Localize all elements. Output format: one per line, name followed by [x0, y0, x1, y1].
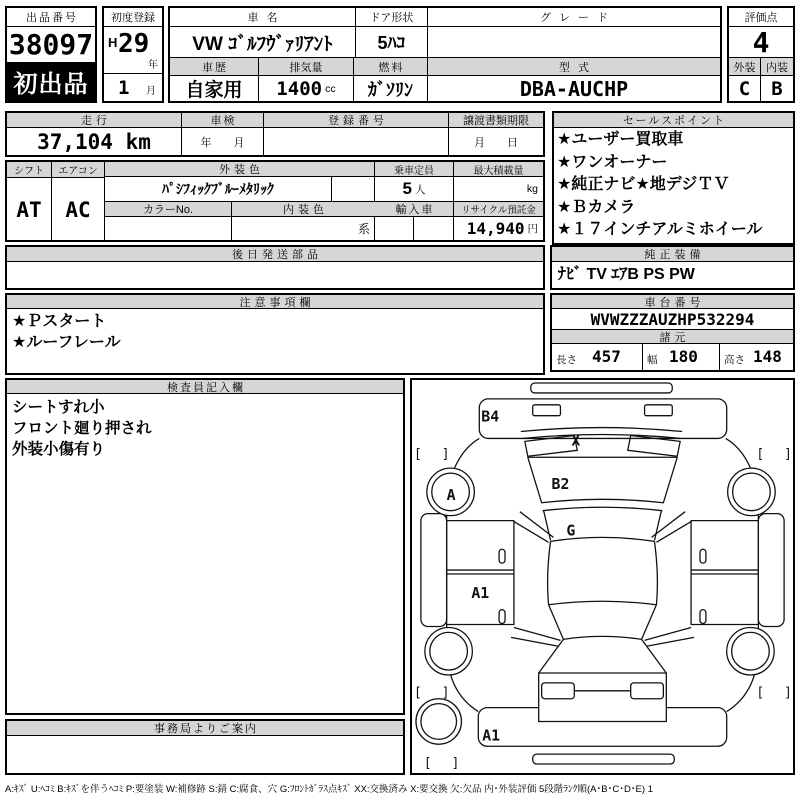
notes-label: 注意事項欄 — [7, 295, 543, 309]
sales-point-item: ★Ｂカメラ — [557, 198, 636, 216]
height-label: 高さ — [724, 354, 745, 366]
bracket-mark: [ — [756, 685, 765, 701]
sales-point-item: ★ワンオーナー — [557, 153, 668, 171]
transfer-docs-label: 譲渡書類期限 — [449, 113, 543, 128]
width-label: 幅 — [647, 354, 658, 366]
grade-value — [428, 27, 720, 58]
history-label: 車歴 — [170, 58, 259, 76]
exterior-color-sub — [332, 177, 375, 202]
bracket-mark: ] — [441, 685, 450, 701]
office-box — [5, 719, 405, 775]
left-front-fold-2 — [520, 512, 554, 538]
legend-text: A:ｷｽﾞ U:ﾍｺﾐ B:ｷｽﾞを伴うﾍｺﾐ P:要塗装 W:補修跡 S:錆 C:腐食、穴 G:ﾌﾛﾝﾄｶﾞﾗｽ点ｷｽﾞ XX:交換済み X:要交換 欠:欠品 内･外装評価 5段階ﾗﾝｸ順(A･B･C･D･E) 1 — [5, 784, 653, 795]
bracket-mark: ] — [451, 756, 460, 771]
a-pillar-left — [544, 511, 551, 541]
exterior-color-label: 外装色 — [105, 162, 374, 177]
auction-number: 38097 — [8, 28, 94, 61]
notes-box — [5, 293, 545, 375]
bracket-mark: ] — [784, 685, 792, 701]
right-doors — [691, 521, 758, 625]
inspector-item: フロント廻り押され — [12, 420, 152, 437]
roof-edge-right — [654, 541, 657, 604]
bracket-mark: [ — [413, 447, 422, 463]
right-front-fold-1 — [656, 522, 691, 543]
equipment-label: 純正装備 — [552, 247, 793, 262]
chassis-label: 車台番号 — [552, 295, 793, 309]
bracket-mark: [ — [756, 447, 765, 463]
recycle-value: 14,940 — [466, 219, 525, 238]
height-value: 148 — [753, 347, 782, 366]
damage-diagram-box — [410, 378, 795, 775]
shift-label: シフト — [7, 162, 51, 178]
aircon-label: エアコン — [52, 162, 104, 178]
bracket-mark: ] — [441, 447, 450, 463]
capacity-unit: 人 — [414, 183, 426, 196]
left-doors — [447, 521, 514, 625]
auction-number-label: 出品番号 — [7, 8, 95, 27]
color-no-value — [105, 217, 232, 240]
right-front-fold-2 — [651, 512, 685, 538]
reg-month-suffix: 月 — [146, 86, 156, 97]
front-bumper — [479, 399, 726, 439]
tailgate — [539, 673, 667, 721]
length-label: 長さ — [556, 354, 577, 366]
rear-window-bottom — [563, 636, 641, 639]
reg-month: 1 — [118, 77, 130, 99]
exterior-grade: C — [729, 76, 761, 101]
reg-year-suffix: 年 — [148, 60, 158, 71]
auction-number-box — [5, 6, 97, 103]
history-value: 自家用 — [170, 76, 259, 101]
displacement-unit: cc — [325, 82, 336, 95]
chassis-box — [550, 293, 795, 372]
sales-points-box — [552, 111, 795, 245]
car-name-block — [168, 6, 722, 103]
fuel-value: ｶﾞｿﾘﾝ — [354, 76, 428, 101]
displacement-value: 1400 — [276, 77, 323, 100]
length-value: 457 — [592, 347, 621, 366]
door-shape: 5ﾊｺ — [356, 27, 428, 58]
interior-color-label: 内装色 — [232, 202, 375, 217]
color-capacity-row — [5, 160, 545, 242]
recycle-label: リサイクル預託金 — [454, 202, 543, 217]
car-diagram — [412, 380, 793, 773]
sales-points-label: セールスポイント — [554, 113, 793, 128]
hood — [528, 457, 677, 503]
office-value — [7, 736, 403, 773]
car-name: VW ｺﾞﾙﾌｳﾞｧﾘｱﾝﾄ — [170, 27, 356, 58]
office-label: 事務局よりご案内 — [7, 721, 403, 736]
later-parts-box — [5, 245, 545, 290]
color-no-label: カラーNo. — [105, 202, 232, 217]
import-cell-b — [414, 217, 454, 240]
note-item: ★Ｐスタート — [12, 313, 107, 330]
later-parts-label: 後日発送部品 — [7, 247, 543, 262]
model-code: DBA-AUCHP — [519, 76, 629, 101]
fuel-label: 燃料 — [354, 58, 428, 76]
mileage-value: 37,104 km — [7, 128, 182, 155]
damage-label-windshield: G — [566, 522, 576, 540]
first-registration-label: 初度登録 — [104, 8, 162, 27]
bracket-mark: ] — [784, 447, 792, 463]
right-rear-fold-2 — [647, 637, 695, 646]
score-value: 4 — [729, 27, 793, 58]
right-rear-fold-1 — [645, 627, 692, 640]
damage-label-front-bumper: B4 — [481, 408, 500, 426]
bracket-mark: [ — [413, 685, 422, 701]
displacement-label: 排気量 — [259, 58, 354, 76]
first-registration-box — [102, 6, 164, 103]
damage-label-front-left-wheel: A — [446, 486, 456, 504]
shaken-label: 車検 — [182, 113, 264, 128]
damage-label-rear-bumper: A1 — [482, 727, 501, 745]
exterior-color-value: ﾊﾟｼﾌｨｯｸﾌﾞﾙｰﾒﾀﾘｯｸ — [105, 177, 332, 202]
front-arc-1 — [521, 428, 682, 432]
reg-year: 29 — [118, 29, 150, 59]
grade-label: グレード — [428, 8, 720, 27]
spec-label: 諸元 — [552, 330, 793, 344]
left-rocker — [421, 514, 447, 627]
inspector-box — [5, 378, 405, 715]
mileage-row — [5, 111, 545, 157]
left-front-fold-1 — [514, 522, 549, 543]
capacity-value: 5 — [402, 179, 412, 198]
reg-era: H — [108, 35, 118, 50]
rear-bumper-strip — [533, 754, 675, 764]
shift-value: AT — [16, 197, 42, 222]
right-rocker — [758, 514, 784, 627]
car-name-label: 車名 — [170, 8, 356, 27]
width-value: 180 — [669, 347, 698, 366]
front-right-wheel-inner — [733, 473, 771, 511]
registration-number-label: 登録番号 — [264, 113, 449, 128]
max-load-unit: kg — [526, 183, 538, 195]
later-parts-value — [7, 262, 543, 288]
left-rear-fold-1 — [514, 627, 561, 640]
spare-wheel-inner — [421, 704, 457, 740]
damage-label-front-grille: X — [571, 432, 581, 450]
roof-edge-left — [548, 541, 551, 604]
inspector-item: シートすれ小 — [12, 399, 105, 416]
inspector-item: 外装小傷有り — [12, 441, 106, 458]
first-listing-badge: 初出品 — [7, 62, 95, 101]
shaken-value: 年 月 — [182, 128, 264, 155]
front-fog-left — [533, 405, 561, 416]
mileage-label: 走行 — [7, 113, 182, 128]
left-rear-fold-2 — [511, 637, 559, 646]
windshield-top-arc — [543, 507, 663, 510]
interior-grade: B — [771, 77, 783, 100]
rear-right-wheel-inner — [732, 632, 770, 670]
door-shape-label: ドア形状 — [356, 8, 428, 27]
import-label: 輸入車 — [375, 202, 453, 217]
score-box — [727, 6, 795, 103]
bracket-mark: [ — [423, 756, 432, 771]
rear-window-top — [549, 601, 657, 604]
exterior-label: 外装 — [729, 58, 761, 76]
equipment-box — [550, 245, 795, 290]
rear-window-right — [642, 605, 657, 640]
sales-point-item: ★ユーザー買取車 — [557, 131, 684, 148]
note-item: ★ルーフレール — [12, 334, 121, 351]
recycle-unit: 円 — [527, 223, 538, 235]
transfer-docs-value: 月 日 — [474, 136, 518, 149]
sales-point-item: ★純正ナビ★地デジＴＶ — [557, 176, 730, 193]
equipment-value: ﾅﾋﾞ TV ｴｱB PS PW — [558, 266, 695, 283]
import-cell-a — [375, 217, 414, 240]
aircon-value: AC — [65, 197, 91, 222]
interior-label: 内装 — [761, 58, 793, 76]
max-load-label: 最大積載量 — [454, 162, 543, 177]
capacity-label: 乗車定員 — [375, 162, 453, 177]
interior-color-value: 系 — [357, 222, 370, 236]
rear-left-wheel-inner — [430, 632, 468, 670]
registration-number-value — [264, 128, 449, 155]
a-pillar-right — [654, 511, 661, 541]
inspector-label: 検査員記入欄 — [7, 380, 403, 394]
model-code-label: 型式 — [428, 58, 720, 76]
chassis-vin: WVWZZZAUZHP532294 — [552, 309, 793, 330]
damage-label-left-rear-door: A1 — [471, 584, 490, 602]
front-fog-right — [645, 405, 673, 416]
score-label: 評価点 — [729, 8, 793, 27]
damage-label-hood: B2 — [551, 475, 570, 493]
sales-point-item: ★１７インチアルミホイール — [557, 221, 763, 238]
rear-window-left — [549, 605, 564, 640]
front-bumper-strip — [531, 383, 673, 393]
